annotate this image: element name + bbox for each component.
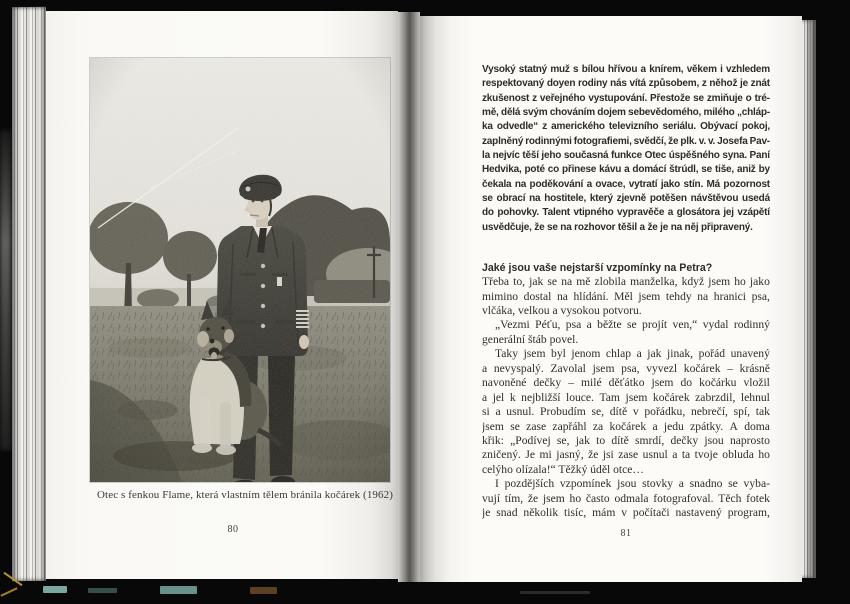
teal-mark [88, 588, 117, 593]
left-page [46, 11, 398, 579]
book-gutter [398, 12, 420, 582]
text-line: a nevyspalý. Zavolal jsem psa, vyvezl kočárek – krásně [482, 361, 770, 375]
text-line: zaplněný rodinnými fotografiemi, svědčí, že plk. v. v. Josefa Pav- [482, 135, 770, 147]
text-line: je snad několik tisíc, mám v počítači nastavený program, [482, 506, 770, 520]
answer-text [482, 275, 770, 520]
text-line: mimino dostal na hlídání. Měl jsem tehdy na hranici psa, [482, 289, 770, 303]
text-line: zničený. Je mi jasný, že jsi zase usnul a ta tvoje obluda ho [482, 448, 770, 462]
background-blur [0, 130, 11, 450]
yellow-scratch [0, 587, 17, 596]
right-page [420, 16, 802, 582]
text-line: Vysoký statný muž s bílou hřívou a knírem, věkem i vzhledem [482, 64, 770, 75]
teal-mark [43, 586, 67, 593]
page-number-left: 80 [227, 524, 239, 535]
text-line: vlčáka, velkou a vysokou potvoru. [482, 304, 642, 317]
text-line: generální štáb povel. [482, 332, 579, 346]
text-line: mě, dělá svým chováním dojem sebevědomého, milého „chláp- [482, 107, 770, 119]
text-line: „Vezmi Péťu, psa a běžte se projít ven,“ vydal rodinný [495, 318, 770, 332]
text-block [482, 63, 770, 521]
page-edges-right [802, 20, 816, 578]
page-number-right: 81 [620, 528, 632, 539]
text-line: Hedvika, poté co přinese kávu a domácí štrúdl, se tiše, aniž by [482, 164, 770, 176]
brown-mark [250, 587, 277, 594]
text-line: vují tím, že jsem ho často odmala fotografoval. Těch fotek [482, 491, 770, 505]
text-line: la nejvíc těší jeho současná funkce Otec úspěšného syna. Paní [482, 150, 770, 162]
text-line: Třeba to, jak se na mě zlobila manželka, když jsem ho jako [482, 275, 770, 289]
text-line: jsem se zase zapřáhl za kočárek a jedu zpátky. A doma [482, 419, 770, 433]
text-line: do pohovky. Talent vtipného vypravěče a glosátora jej vzápětí [482, 207, 770, 219]
text-line: usvědčuje, že se na rozhovor těšil a že je na něj připravený. [482, 221, 753, 233]
text-line: celýho olízala!“ Těžký úděl otce… [482, 462, 645, 476]
text-line: Taky jsem byl jenom chlap a jak jinak, pořád unavený [495, 347, 770, 361]
text-line: zkušenost z veřejného vystupování. Přestože se zmiňuje o tré- [482, 92, 770, 104]
text-line: respektovaný doyen rodiny nás vítá způsobem, z něhož je znát [482, 78, 770, 90]
photo-father-with-dog [90, 58, 390, 482]
photo-illustration [90, 58, 390, 482]
text-line: navoněné dečky – milé děťátko jsem do kočárku vložil [482, 376, 770, 390]
page-edges-left [12, 7, 46, 581]
photo-vignette [90, 58, 390, 482]
text-line: I pozdějších vzpomínek jsou stovky a snadno se vyba- [495, 477, 770, 491]
photo-caption: Otec s fenkou Flame, která vlastním tělem bránila kočárek (1962) [97, 489, 393, 501]
text-line: se obrací na hostitele, který zjevně potěšen návštěvou usedá [482, 193, 770, 205]
gray-mark [520, 591, 590, 594]
text-line: křik: „Podívej se, jak to dítě smrdí, dečky jsou naprosto [482, 433, 770, 447]
teal-mark [160, 586, 197, 594]
text-line: a jel k nejbližší louce. Tam jsem kočárek zabrzdil, lehnul [482, 390, 770, 404]
text-line: čekala na poděkování a ovace, vytratí jako stín. Má pozornost [482, 178, 770, 190]
text-line: si a usnul. Probudím se, dítě v pořádku, nebrečí, spí, tak [482, 405, 770, 419]
text-line: ka odvedle“ z amerického televizního seriálu. Obývací pokoj, [482, 121, 770, 133]
interview-question-heading: Jaké jsou vaše nejstarší vzpomínky na Petra? [482, 262, 713, 275]
intro-paragraph [482, 63, 770, 235]
